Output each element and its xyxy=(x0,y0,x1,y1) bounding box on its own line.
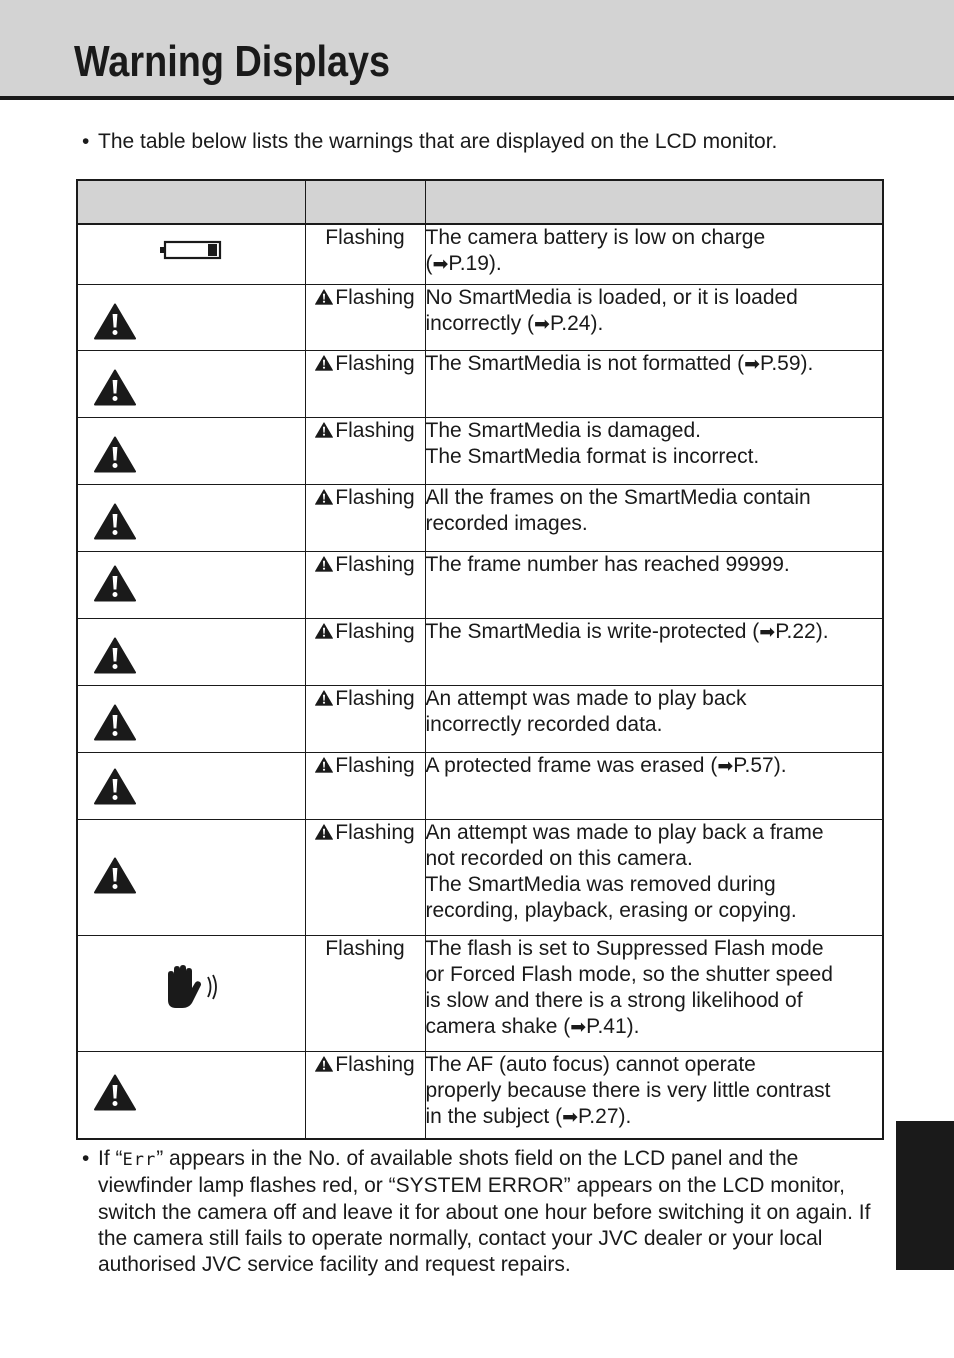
display-cell xyxy=(77,1051,305,1139)
description-text: ( xyxy=(425,252,433,275)
description-cell xyxy=(425,752,883,819)
camera-shake-hand-icon xyxy=(162,964,222,1012)
description-text: The flash is set to Suppressed Flash mode xyxy=(425,936,824,960)
description-cell xyxy=(425,484,883,551)
status-cell xyxy=(305,618,425,685)
table-row xyxy=(77,551,883,618)
warning-triangle-small-icon xyxy=(315,556,333,572)
status-cell xyxy=(305,752,425,819)
status-cell xyxy=(305,484,425,551)
description-text: The AF (auto focus) cannot operate xyxy=(425,1052,756,1076)
status-cell xyxy=(305,417,425,484)
status-cell xyxy=(305,551,425,618)
page-reference-arrow-icon: ➡ xyxy=(759,620,776,643)
status-cell xyxy=(305,224,425,284)
status-label: Flashing xyxy=(335,485,415,509)
status-label: Flashing xyxy=(335,351,415,375)
description-text: No SmartMedia is loaded, or it is loaded xyxy=(425,285,798,309)
warning-triangle-icon xyxy=(94,857,136,894)
description-text: P.22). xyxy=(775,619,829,643)
warning-triangle-icon xyxy=(94,637,136,674)
page-reference-arrow-icon: ➡ xyxy=(570,1015,587,1038)
description-text: P.24). xyxy=(549,311,604,335)
description-text: P.19). xyxy=(448,252,502,275)
warning-triangle-icon xyxy=(94,704,136,741)
description-text: The SmartMedia is not formatted ( xyxy=(425,351,745,375)
description-text: is slow and there is a strong likelihood of xyxy=(425,988,803,1012)
status-cell xyxy=(305,350,425,417)
warning-triangle-icon xyxy=(94,768,136,805)
description-text: or Forced Flash mode, so the shutter speed xyxy=(425,962,833,986)
table-row xyxy=(77,224,883,284)
warning-triangle-small-icon xyxy=(315,1056,333,1072)
table-row xyxy=(77,935,883,1051)
description-text: incorrectly recorded data. xyxy=(425,712,663,736)
table-row xyxy=(77,484,883,551)
description-text: All the frames on the SmartMedia contain xyxy=(425,485,811,509)
description-cell xyxy=(425,224,883,284)
description-text: The SmartMedia was removed during xyxy=(425,872,776,896)
side-tab xyxy=(896,1121,954,1270)
note-text: ” appears in the No. of available shots field on the LCD panel and the viewfinder lamp flashes red, or “SYSTEM ERROR” appears on the LCD monitor, switch the camera off and leave it for about one hour before switching it on again. If the camera still fails to operate normally, contact your JVC dealer or your local authorised JVC service facility and request repairs. xyxy=(98,1147,871,1277)
description-text: The SmartMedia format is incorrect. xyxy=(425,444,760,468)
description-text: P.57). xyxy=(733,753,787,777)
description-text: recording, playback, erasing or copying. xyxy=(425,898,797,922)
description-cell xyxy=(425,618,883,685)
status-label: Flashing xyxy=(335,552,415,576)
note-prefix: If “ xyxy=(98,1147,123,1170)
warning-table xyxy=(76,179,884,1140)
battery-low-icon xyxy=(160,240,224,260)
description-text: An attempt was made to play back a frame xyxy=(425,820,824,844)
description-text: P.59). xyxy=(760,351,814,375)
status-label: Flashing xyxy=(335,820,415,844)
warning-triangle-small-icon xyxy=(315,422,333,438)
description-cell xyxy=(425,350,883,417)
bullet: • xyxy=(82,130,90,153)
display-cell xyxy=(77,551,305,618)
status-label: Flashing xyxy=(325,936,405,960)
page-reference-arrow-icon: ➡ xyxy=(717,754,734,777)
description-cell xyxy=(425,551,883,618)
description-text: recorded images. xyxy=(425,511,588,535)
description-cell xyxy=(425,819,883,935)
page-reference-arrow-icon: ➡ xyxy=(562,1105,578,1128)
warning-triangle-small-icon xyxy=(315,289,333,305)
table-row xyxy=(77,685,883,752)
status-cell xyxy=(305,685,425,752)
page-reference-arrow-icon: ➡ xyxy=(744,352,761,375)
warning-triangle-small-icon xyxy=(315,757,333,773)
status-cell xyxy=(305,1051,425,1139)
display-cell xyxy=(77,224,305,284)
status-label: Flashing xyxy=(335,753,415,777)
warning-triangle-small-icon xyxy=(315,623,333,639)
warning-triangle-small-icon xyxy=(315,824,333,840)
table-row xyxy=(77,350,883,417)
warning-triangle-icon xyxy=(94,1074,136,1111)
intro-text: The table below lists the warnings that are displayed on the LCD monitor. xyxy=(98,130,778,153)
description-text: The SmartMedia is write-protected ( xyxy=(425,619,760,643)
warning-triangle-icon xyxy=(94,503,136,540)
intro-paragraph xyxy=(82,128,882,156)
warning-triangle-small-icon xyxy=(315,690,333,706)
table-row xyxy=(77,819,883,935)
description-text: incorrectly ( xyxy=(425,311,535,335)
description-text: camera shake ( xyxy=(425,1014,571,1038)
table-row xyxy=(77,752,883,819)
page-reference-arrow-icon: ➡ xyxy=(432,253,449,275)
description-text: A protected frame was erased ( xyxy=(425,753,718,777)
warning-triangle-icon xyxy=(94,436,136,473)
warning-triangle-icon xyxy=(94,303,136,340)
description-text: The camera battery is low on charge xyxy=(425,226,766,249)
status-label: Flashing xyxy=(335,418,415,442)
status-cell xyxy=(305,284,425,350)
display-cell xyxy=(77,417,305,484)
description-cell xyxy=(425,284,883,350)
warning-triangle-small-icon xyxy=(315,489,333,505)
err-display: Err xyxy=(122,1150,157,1170)
description-text: in the subject ( xyxy=(425,1104,563,1128)
table-row xyxy=(77,1051,883,1139)
table-row xyxy=(77,618,883,685)
warning-triangle-icon xyxy=(94,565,136,602)
description-text: not recorded on this camera. xyxy=(425,846,693,870)
bottom-note xyxy=(82,1146,882,1278)
page-reference-arrow-icon: ➡ xyxy=(534,312,550,335)
description-text: The frame number has reached 99999. xyxy=(425,552,790,576)
description-cell xyxy=(425,935,883,1051)
description-cell xyxy=(425,1051,883,1139)
header-cell-display xyxy=(77,180,305,224)
header-cell-description xyxy=(425,180,883,224)
display-cell xyxy=(77,284,305,350)
status-label: Flashing xyxy=(335,285,415,309)
description-cell xyxy=(425,685,883,752)
table-row xyxy=(77,284,883,350)
description-text: The SmartMedia is damaged. xyxy=(425,418,701,442)
display-cell xyxy=(77,484,305,551)
status-label: Flashing xyxy=(335,1052,415,1076)
display-cell xyxy=(77,935,305,1051)
warning-triangle-small-icon xyxy=(315,355,333,371)
page-title: Warning Displays xyxy=(74,37,391,86)
description-text: P.27). xyxy=(578,1104,632,1128)
description-text: P.41). xyxy=(586,1014,640,1038)
description-text: An attempt was made to play back xyxy=(425,686,747,710)
status-label: Flashing xyxy=(325,226,405,249)
status-cell xyxy=(305,935,425,1051)
warning-triangle-icon xyxy=(94,369,136,406)
display-cell xyxy=(77,752,305,819)
display-cell xyxy=(77,685,305,752)
description-cell xyxy=(425,417,883,484)
status-label: Flashing xyxy=(335,619,415,643)
status-label: Flashing xyxy=(335,686,415,710)
bullet: • xyxy=(82,1147,90,1170)
table-row xyxy=(77,417,883,484)
description-text: properly because there is very little contrast xyxy=(425,1078,831,1102)
header-cell-status xyxy=(305,180,425,224)
display-cell xyxy=(77,819,305,935)
status-cell xyxy=(305,819,425,935)
display-cell xyxy=(77,350,305,417)
table-header-row xyxy=(77,180,883,224)
display-cell xyxy=(77,618,305,685)
